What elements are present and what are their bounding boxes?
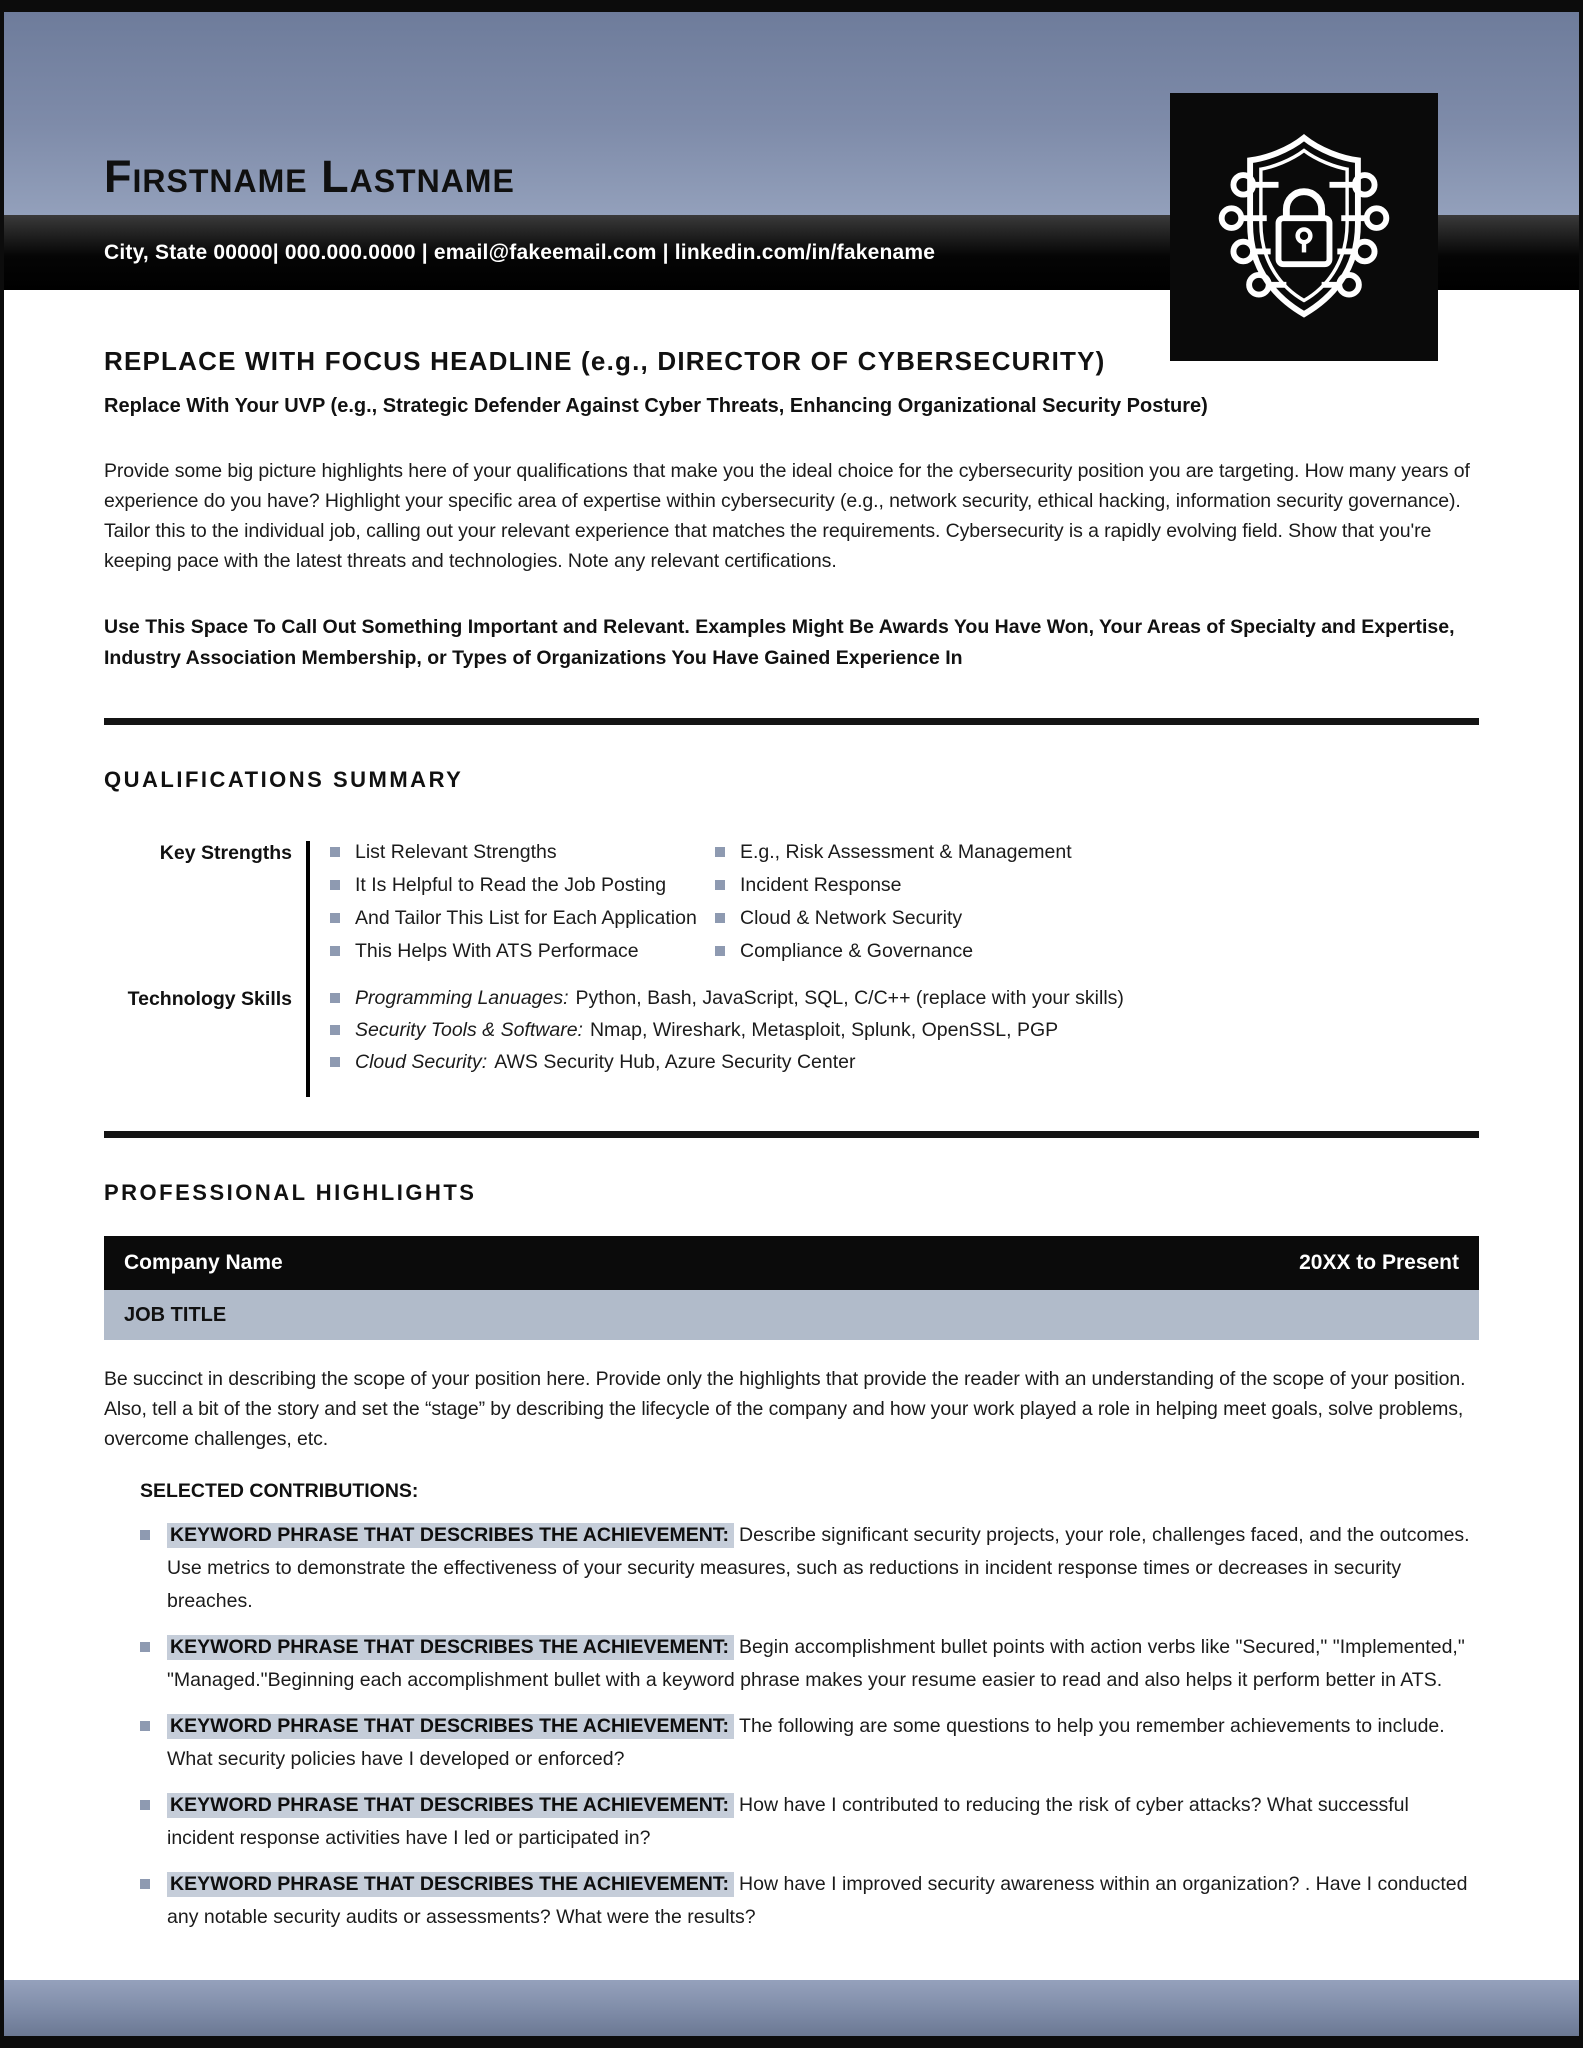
logo-box: [1170, 93, 1438, 361]
job-title: JOB TITLE: [124, 1303, 227, 1326]
contribution-description: How have I contributed to reducing the risk of cyber attacks? What successful incident response activities have I led or participated in?: [167, 1794, 1409, 1849]
square-bullet-icon: [140, 1642, 150, 1652]
list-item: [715, 874, 1479, 897]
qualifications-summary-title: QUALIFICATIONS SUMMARY: [104, 767, 464, 792]
list-item-label: And Tailor This List for Each Application: [355, 907, 697, 929]
skill-values: Python, Bash, JavaScript, SQL, C/C++ (replace with your skills): [575, 987, 1124, 1009]
list-item-label: Cloud & Network Security: [740, 907, 963, 929]
list-item: [330, 987, 1479, 1010]
contribution-text: [167, 1868, 1479, 1934]
resume-body: [4, 290, 1579, 1934]
contribution-description: Begin accomplishment bullet points with action verbs like "Secured," "Implemented," "Managed."Beginning each accomplishment bullet with a keyword phrase makes your resume easier to read and also helps it perform better in ATS.: [167, 1636, 1465, 1691]
section-divider: [104, 1131, 1479, 1138]
keyword-phrase: KEYWORD PHRASE THAT DESCRIBES THE ACHIEVEMENT:: [167, 1872, 734, 1897]
square-bullet-icon: [715, 913, 725, 923]
focus-headline: REPLACE WITH FOCUS HEADLINE (e.g., DIRECTOR OF CYBERSECURITY): [104, 346, 1106, 376]
list-item-label: [355, 987, 1124, 1010]
keyword-phrase: KEYWORD PHRASE THAT DESCRIBES THE ACHIEVEMENT:: [167, 1714, 734, 1739]
contribution-text: [167, 1631, 1479, 1697]
list-item-label: It Is Helpful to Read the Job Posting: [355, 874, 667, 896]
job-title-bar: [104, 1290, 1479, 1340]
shield-lock-circuit-icon: [1206, 122, 1402, 333]
summary-paragraph: Provide some big picture highlights here of your qualifications that make you the ideal choice for the cybersecurity position you are targeting. How many years of experience do you have? Highlight your specific area of expertise within cybersecurity (e.g., network security, ethical hacking, information security governance). Tailor this to the individual job, calling out your relevant experience that matches the requirements. Cybersecurity is a rapidly evolving field. Show that you're keeping pace with the latest threats and technologies. Note any relevant certifications.: [104, 460, 1470, 572]
list-item: [330, 874, 715, 897]
contact-info: City, State 00000| 000.000.0000 | email@fakeemail.com | linkedin.com/in/fakename: [104, 240, 936, 264]
keyword-phrase: KEYWORD PHRASE THAT DESCRIBES THE ACHIEVEMENT:: [167, 1635, 734, 1660]
list-item-label: Incident Response: [740, 874, 902, 896]
square-bullet-icon: [330, 993, 340, 1003]
contribution-text: [167, 1789, 1479, 1855]
list-item: [715, 841, 1479, 864]
skill-category-label: Programming Lanuages:: [355, 987, 569, 1009]
list-item-label: List Relevant Strengths: [355, 841, 557, 863]
list-item: [330, 1019, 1479, 1042]
list-item-label: [355, 1051, 855, 1074]
square-bullet-icon: [330, 913, 340, 923]
contribution-text: [167, 1710, 1479, 1776]
contributions-list: [104, 1519, 1479, 1934]
skill-values: Nmap, Wireshark, Metasploit, Splunk, OpenSSL, PGP: [589, 1019, 1059, 1041]
company-bar: [104, 1236, 1479, 1290]
contribution-item: [140, 1710, 1479, 1776]
square-bullet-icon: [330, 1025, 340, 1035]
list-item: [330, 940, 715, 963]
list-item-label: [355, 1019, 1058, 1042]
key-strengths-col2: [715, 841, 1479, 973]
contribution-item: [140, 1868, 1479, 1934]
technology-skills-row: [104, 987, 1479, 1097]
skill-category-label: Cloud Security:: [355, 1051, 488, 1073]
uvp-statement: Replace With Your UVP (e.g., Strategic Defender Against Cyber Threats, Enhancing Organizational Security Posture): [104, 395, 1208, 417]
employment-dates: 20XX to Present: [1299, 1251, 1459, 1274]
list-item: [715, 940, 1479, 963]
list-item: [330, 841, 715, 864]
key-strengths-row: [104, 841, 1479, 987]
contribution-description: How have I improved security awareness within an organization? . Have I conducted any notable security audits or assessments? What were the results?: [167, 1873, 1468, 1928]
list-item-label: Compliance & Governance: [740, 940, 974, 962]
skill-category-label: Security Tools & Software:: [355, 1019, 583, 1041]
callout-paragraph: Use This Space To Call Out Something Important and Relevant. Examples Might Be Awards You Have Won, Your Areas of Specialty and Expertise, Industry Association Membership, or Types of Organizations You Have Gained Experience In: [104, 616, 1455, 669]
selected-contributions-title: SELECTED CONTRIBUTIONS:: [140, 1480, 419, 1502]
key-strengths-lists: [306, 841, 1479, 987]
square-bullet-icon: [140, 1721, 150, 1731]
section-divider: [104, 718, 1479, 725]
qualifications-table: [104, 841, 1479, 1097]
candidate-name: Firstname Lastname: [104, 151, 515, 202]
keyword-phrase: KEYWORD PHRASE THAT DESCRIBES THE ACHIEVEMENT:: [167, 1793, 734, 1818]
square-bullet-icon: [330, 880, 340, 890]
square-bullet-icon: [715, 880, 725, 890]
square-bullet-icon: [715, 946, 725, 956]
company-name: Company Name: [124, 1251, 283, 1274]
list-item-label: E.g., Risk Assessment & Management: [740, 841, 1072, 863]
contribution-description: The following are some questions to help you remember achievements to include. What security policies have I developed or enforced?: [167, 1715, 1445, 1770]
professional-highlights-title: PROFESSIONAL HIGHLIGHTS: [104, 1180, 477, 1205]
footer-band: [4, 1980, 1579, 2044]
list-item: [330, 1051, 1479, 1074]
key-strengths-col1: [330, 841, 715, 973]
position-scope-paragraph: Be succinct in describing the scope of your position here. Provide only the highlights that provide the reader with an understanding of the scope of your position. Also, tell a bit of the story and set the “stage” by describing the lifecycle of the company and how your work played a role in helping meet goals, solve problems, overcome challenges, etc.: [104, 1368, 1466, 1450]
contribution-text: [167, 1519, 1479, 1618]
list-item: [715, 907, 1479, 930]
contribution-item: [140, 1631, 1479, 1697]
square-bullet-icon: [330, 847, 340, 857]
contribution-item: [140, 1519, 1479, 1618]
list-item-label: This Helps With ATS Performace: [355, 940, 639, 962]
square-bullet-icon: [140, 1800, 150, 1810]
square-bullet-icon: [140, 1879, 150, 1889]
square-bullet-icon: [715, 847, 725, 857]
square-bullet-icon: [140, 1530, 150, 1540]
list-item: [330, 907, 715, 930]
keyword-phrase: KEYWORD PHRASE THAT DESCRIBES THE ACHIEVEMENT:: [167, 1523, 734, 1548]
square-bullet-icon: [330, 946, 340, 956]
contribution-item: [140, 1789, 1479, 1855]
technology-skills-label: Technology Skills: [127, 988, 292, 1010]
contribution-description: Describe significant security projects, your role, challenges faced, and the outcomes. Use metrics to demonstrate the effectiveness of your security measures, such as reductions in incident response times or decreases in security breaches.: [167, 1524, 1470, 1612]
technology-skills-list: [306, 987, 1479, 1097]
key-strengths-label: Key Strengths: [159, 842, 292, 864]
square-bullet-icon: [330, 1057, 340, 1067]
skill-values: AWS Security Hub, Azure Security Center: [494, 1051, 856, 1073]
